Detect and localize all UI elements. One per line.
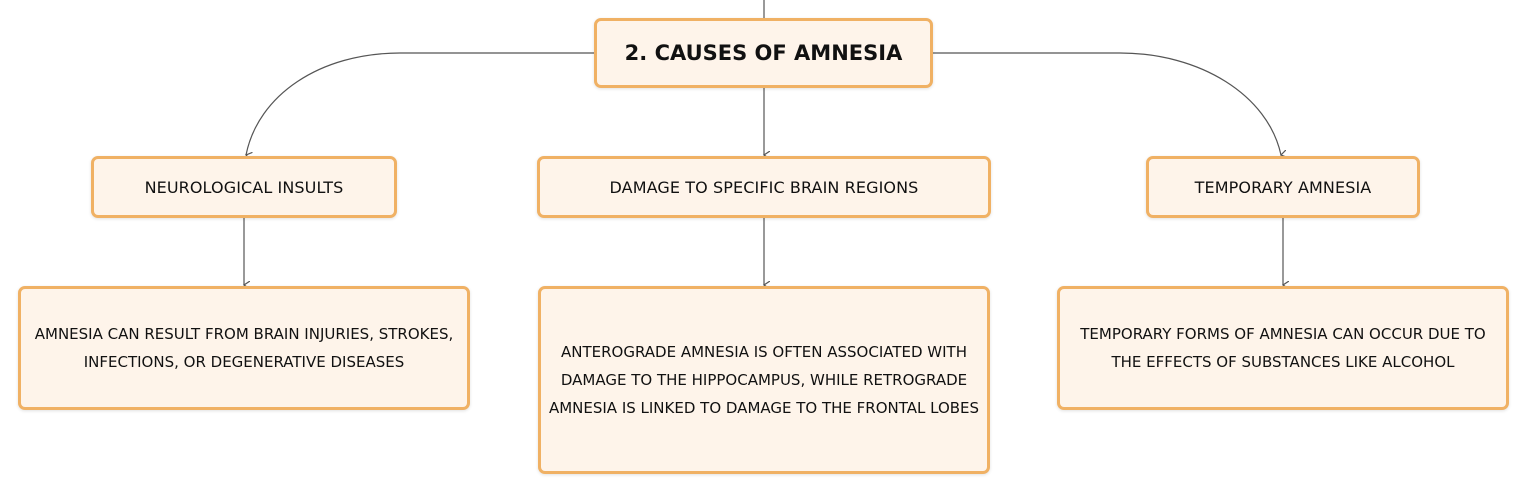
root-node[interactable] xyxy=(594,18,933,88)
connector-root-to-temporary-amnesia xyxy=(933,53,1281,155)
detail-node-brain-regions[interactable] xyxy=(538,286,990,474)
detail-node-temporary-amnesia[interactable] xyxy=(1057,286,1509,410)
detail-node-neurological-insults[interactable] xyxy=(18,286,470,410)
category-node-temporary-amnesia[interactable] xyxy=(1146,156,1420,218)
detail-text: AMNESIA CAN RESULT FROM BRAIN INJURIES, STROKES, INFECTIONS, OR DEGENERATIVE DISEASES xyxy=(34,325,454,371)
category-label: NEUROLOGICAL INSULTS xyxy=(144,177,344,197)
detail-text: TEMPORARY FORMS OF AMNESIA CAN OCCUR DUE TO THE EFFECTS OF SUBSTANCES LIKE ALCOHOL xyxy=(1080,325,1486,371)
category-label: DAMAGE TO SPECIFIC BRAIN REGIONS xyxy=(609,177,919,197)
detail-text: ANTEROGRADE AMNESIA IS OFTEN ASSOCIATED WITH DAMAGE TO THE HIPPOCAMPUS, WHILE RETROGRADE AMNESIA IS LINKED TO DAMAGE TO THE FRONTAL LOBES xyxy=(548,343,980,417)
category-label: TEMPORARY AMNESIA xyxy=(1194,177,1372,197)
category-node-neurological-insults[interactable] xyxy=(91,156,397,218)
category-node-brain-regions[interactable] xyxy=(537,156,991,218)
connector-root-to-neurological-insults xyxy=(246,53,594,155)
root-node-label: 2. CAUSES OF AMNESIA xyxy=(624,41,903,65)
